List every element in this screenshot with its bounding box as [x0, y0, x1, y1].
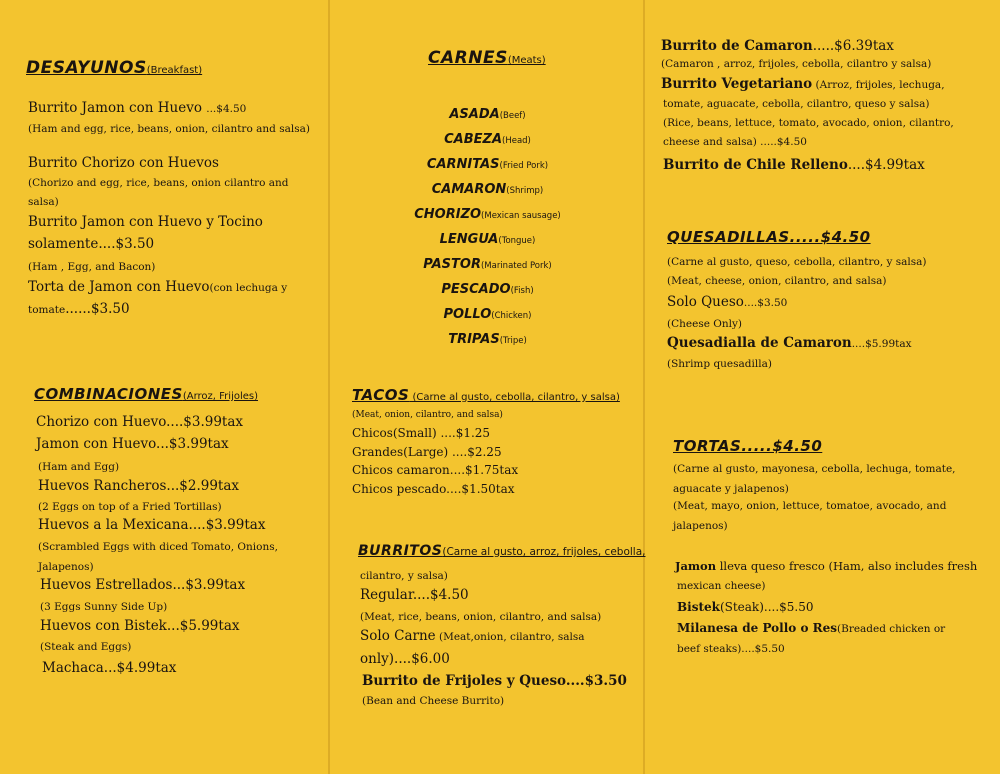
burritos-desc: cilantro, y salsa): [360, 570, 448, 582]
menu-item-desc: beef steaks)....$5.50: [677, 643, 785, 655]
meat-item: PESCADO(Fish): [441, 282, 534, 297]
menu-item-desc: (3 Eggs Sunny Side Up): [40, 601, 168, 613]
menu-item: Machaca...$4.99tax: [42, 660, 177, 676]
menu-item: Burrito Jamon con Huevo y Tocino: [28, 214, 263, 230]
meat-item: LENGUA(Tongue): [439, 232, 536, 247]
taco-item: Chicos pescado....$1.50tax: [352, 482, 515, 496]
menu-item-desc: (Cheese Only): [667, 318, 743, 330]
menu-item: Chorizo con Huevo....$3.99tax: [36, 414, 244, 430]
menu-item: Torta de Jamon con Huevo(con lechuga y: [28, 279, 288, 295]
tortas-heading: TORTAS.....$4.50: [673, 437, 823, 455]
tacos-heading: TACOS (Carne al gusto, cebolla, cilantro, y salsa): [352, 386, 620, 404]
menu-item: Jamon lleva queso fresco (Ham, also includes fresh: [675, 559, 978, 573]
menu-item: Burrito de Camaron.....$6.39tax: [661, 38, 894, 54]
menu-item: Huevos Rancheros...$2.99tax: [38, 478, 240, 494]
menu-item: Milanesa de Pollo o Res(Breaded chicken or: [677, 621, 946, 635]
meat-item: CARNITAS(Fried Pork): [426, 157, 549, 172]
menu-item: Bistek(Steak)....$5.50: [677, 600, 814, 614]
quesadillas-heading: QUESADILLAS.....$4.50: [667, 228, 871, 246]
menu-item-desc: (Ham , Egg, and Bacon): [28, 261, 156, 273]
menu-item: Burrito Chorizo con Huevos: [28, 155, 219, 171]
meat-item: CABEZA(Head): [444, 132, 531, 147]
menu-item: Regular....$4.50: [360, 587, 469, 603]
menu-item-desc: cheese and salsa) .....$4.50: [663, 136, 807, 148]
meat-item: POLLO(Chicken): [443, 307, 532, 322]
tortas-desc: (Carne al gusto, mayonesa, cebolla, lechuga, tomate,: [673, 463, 956, 475]
menu-item: Burrito Jamon con Huevo ...$4.50: [28, 100, 247, 116]
menu-item: Jamon con Huevo...$3.99tax: [36, 436, 229, 452]
menu-item: Solo Queso....$3.50: [667, 294, 788, 310]
menu-item-desc: mexican cheese): [677, 580, 766, 592]
menu-item-desc: (2 Eggs on top of a Fried Tortillas): [38, 501, 222, 513]
menu-item-desc: salsa): [28, 196, 59, 208]
tortas-desc: aguacate y jalapenos): [673, 483, 789, 495]
menu-item: Burrito de Chile Relleno....$4.99tax: [663, 157, 925, 173]
menu-item-desc: (Meat, rice, beans, onion, cilantro, and salsa): [360, 611, 602, 623]
menu-item: Huevos a la Mexicana....$3.99tax: [38, 517, 266, 533]
carnes-heading: CARNES(Meats): [428, 48, 546, 68]
panel-middle: [330, 0, 645, 774]
panel-left: [0, 0, 330, 774]
meat-item: PASTOR(Marinated Pork): [423, 257, 552, 272]
menu-item-desc: (Scrambled Eggs with diced Tomato, Onions,: [38, 541, 278, 553]
quesadillas-desc: (Carne al gusto, queso, cebolla, cilantro, y salsa): [667, 256, 927, 268]
menu-item-desc: (Steak and Eggs): [40, 641, 132, 653]
meat-item: CHORIZO(Mexican sausage): [414, 207, 561, 222]
menu-item: Huevos Estrellados...$3.99tax: [40, 577, 246, 593]
meat-item: ASADA(Beef): [449, 107, 526, 122]
menu-item-desc: (Bean and Cheese Burrito): [362, 695, 505, 707]
menu-item: tomate......$3.50: [28, 301, 130, 317]
menu-item: Solo Carne (Meat,onion, cilantro, salsa: [360, 628, 585, 644]
menu-item: only)....$6.00: [360, 651, 450, 667]
menu-item: Burrito de Frijoles y Queso....$3.50: [362, 673, 627, 689]
menu-item-desc: tomate, aguacate, cebolla, cilantro, queso y salsa): [663, 98, 930, 110]
taco-item: Grandes(Large) ....$2.25: [352, 445, 502, 459]
tortas-desc: (Meat, mayo, onion, lettuce, tomatoe, avocado, and: [673, 500, 947, 512]
menu-item-desc: (Ham and egg, rice, beans, onion, cilantro and salsa): [28, 123, 310, 135]
taco-item: Chicos camaron....$1.75tax: [352, 463, 519, 477]
panel-right: [645, 0, 1000, 774]
meat-item: TRIPAS(Tripe): [448, 332, 527, 347]
taco-item: Chicos(Small) ....$1.25: [352, 426, 491, 440]
menu-item-desc: (Chorizo and egg, rice, beans, onion cilantro and: [28, 177, 289, 189]
menu-item: solamente....$3.50: [28, 236, 155, 252]
menu-item-desc: Jalapenos): [38, 561, 94, 573]
menu-item-desc: (Ham and Egg): [38, 461, 120, 473]
menu-item-desc: (Shrimp quesadilla): [667, 358, 772, 370]
menu-item: Burrito Vegetariano (Arroz, frijoles, lechuga,: [661, 76, 945, 92]
menu-item-desc: (Camaron , arroz, frijoles, cebolla, cilantro y salsa): [661, 58, 932, 70]
combinaciones-heading: COMBINACIONES(Arroz, Frijoles): [34, 385, 259, 403]
menu-item: Quesadialla de Camaron....$5.99tax: [667, 335, 912, 351]
desayunos-heading: DESAYUNOS(Breakfast): [26, 58, 203, 78]
quesadillas-desc: (Meat, cheese, onion, cilantro, and salsa): [667, 275, 887, 287]
menu-item: Huevos con Bistek...$5.99tax: [40, 618, 240, 634]
menu-item-desc: (Rice, beans, lettuce, tomato, avocado, onion, cilantro,: [663, 117, 954, 129]
meat-item: CAMARON(Shrimp): [431, 182, 544, 197]
tortas-desc: jalapenos): [673, 520, 728, 532]
burritos-heading: BURRITOS(Carne al gusto, arroz, frijoles, cebolla,: [358, 543, 646, 559]
tacos-desc: (Meat, onion, cilantro, and salsa): [352, 410, 503, 420]
